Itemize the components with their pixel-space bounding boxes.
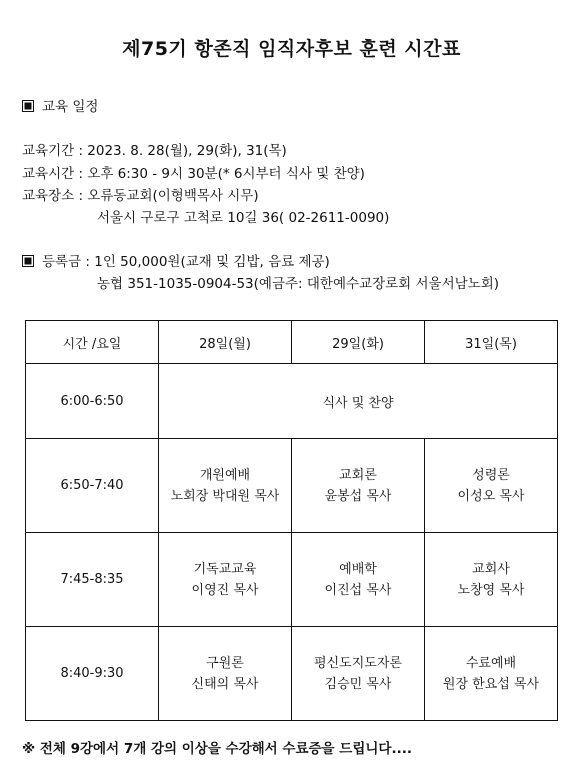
session-speaker: 노회장 박대원 목사 <box>170 488 280 504</box>
session-speaker: 이영진 목사 <box>191 582 259 598</box>
session-subject: 교회사 <box>472 561 510 577</box>
education-period: 교육기간 : 2023. 8. 28(월), 29(화), 31(목) <box>22 143 287 159</box>
schedule-heading <box>22 95 98 115</box>
session-cell <box>425 439 558 533</box>
schedule-heading-label: 교육 일정 <box>42 99 99 115</box>
session-cell <box>159 439 292 533</box>
session-cell <box>292 627 425 721</box>
session-subject: 예배학 <box>339 561 377 577</box>
table-header-row <box>26 321 558 364</box>
session-subject: 수료예배 <box>465 655 517 671</box>
time-cell: 6:00-6:50 <box>26 364 159 439</box>
table-row <box>26 439 558 533</box>
time-cell: 6:50-7:40 <box>26 439 159 533</box>
header-cell: 28일(월) <box>159 321 292 364</box>
table-row <box>26 627 558 721</box>
session-subject: 평신도지도자론 <box>314 655 402 671</box>
session-speaker: 이진섭 목사 <box>324 582 392 598</box>
square-bullet-icon <box>22 255 34 267</box>
session-speaker: 신태의 목사 <box>191 676 259 692</box>
square-bullet-icon <box>22 100 34 112</box>
page-title: 제75기 항존직 임직자후보 훈련 시간표 <box>122 38 461 60</box>
session-speaker: 노창영 목사 <box>457 582 525 598</box>
education-time: 교육시간 : 오후 6:30 - 9시 30분(* 6시부터 식사 및 찬양) <box>22 166 365 182</box>
session-subject: 기독교교육 <box>193 561 257 577</box>
session-speaker: 김승민 목사 <box>324 676 392 692</box>
fee-heading <box>22 250 330 270</box>
session-cell <box>159 627 292 721</box>
session-cell <box>292 533 425 627</box>
time-cell: 7:45-8:35 <box>26 533 159 627</box>
schedule-table <box>25 320 558 721</box>
session-subject: 성령론 <box>472 467 510 483</box>
education-address: 서울시 구로구 고척로 10길 36( 02-2611-0090) <box>97 210 390 226</box>
session-cell <box>425 533 558 627</box>
session-subject: 구원론 <box>206 655 244 671</box>
fee-heading-label: 등록금 : 1인 50,000원(교재 및 김밥, 음료 제공) <box>42 254 330 270</box>
session-speaker: 윤봉섭 목사 <box>324 488 392 504</box>
time-cell: 8:40-9:30 <box>26 627 159 721</box>
session-cell <box>159 533 292 627</box>
session-speaker: 원장 한요섭 목사 <box>442 676 540 692</box>
bank-account: 농협 351-1035-0904-53(예금주: 대한예수교장로회 서울서남노회) <box>97 276 500 292</box>
table-row <box>26 364 558 439</box>
session-cell <box>425 627 558 721</box>
session-speaker: 이성오 목사 <box>457 488 525 504</box>
header-cell: 시간 /요일 <box>26 321 159 364</box>
education-place: 교육장소 : 오류동교회(이형백목사 시무) <box>22 188 259 204</box>
session-cell <box>292 439 425 533</box>
merged-cell: 식사 및 찬양 <box>159 364 558 439</box>
header-cell: 29일(화) <box>292 321 425 364</box>
session-subject: 교회론 <box>339 467 377 483</box>
table-row <box>26 533 558 627</box>
completion-note: ※ 전체 9강에서 7개 강의 이상을 수강해서 수료증을 드립니다.... <box>22 741 412 757</box>
session-subject: 개원예배 <box>199 467 251 483</box>
header-cell: 31일(목) <box>425 321 558 364</box>
